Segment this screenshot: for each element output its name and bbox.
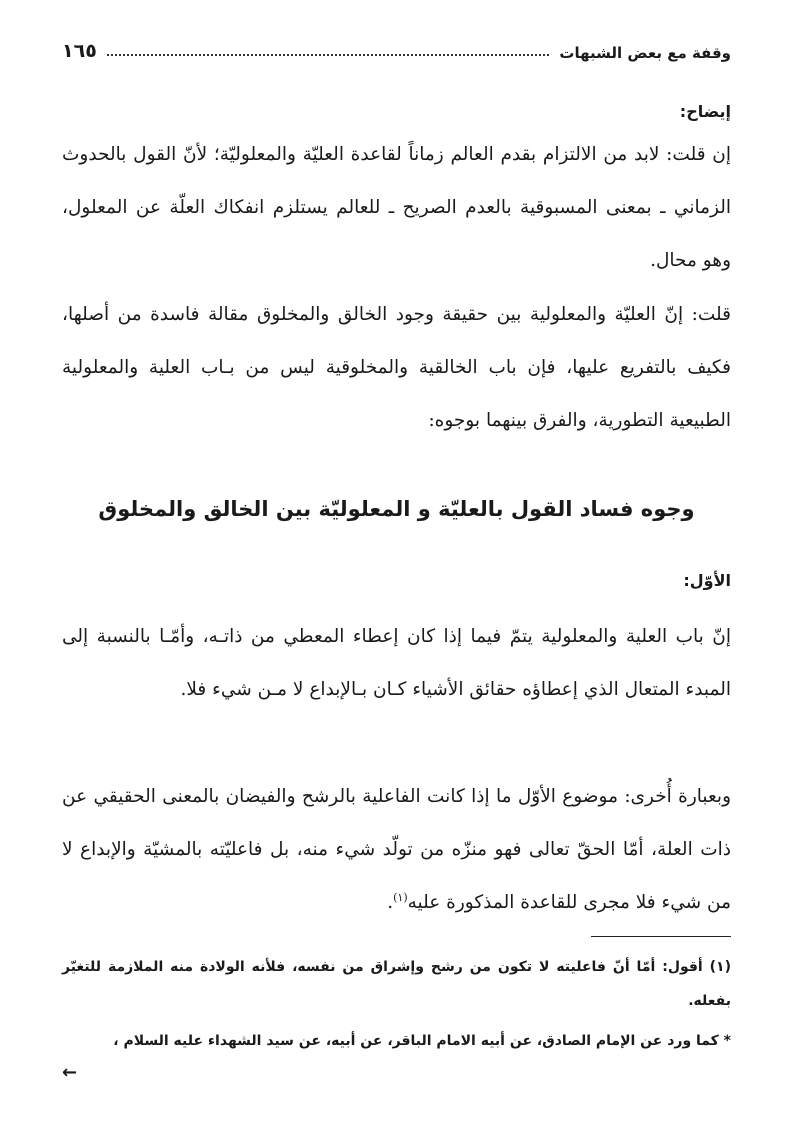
dotted-leader xyxy=(107,54,550,56)
running-title: وقفة مع بعض الشبهات xyxy=(559,44,731,62)
paragraph-other-words-text: وبعبارة أُخرى: موضوع الأوّل ما إذا كانت الفاعلية بالرشح والفيضان بالمعنى الحقيقي عن ذات العلة، أمّا الحقّ تعالى فهو منزّه من تولّد شيء منه، بل فاعليّته بالمشيّة والإبداع لا من شيء فلا مجرى للقاعدة المذكورة عليه xyxy=(62,786,731,913)
paragraph-other-words xyxy=(62,770,731,929)
paragraph-first-point: إنّ باب العلية والمعلولية يتمّ فيما إذا كان إعطاء المعطي من ذاتـه، وأمّـا بالنسبة إلى المبدء المتعال الذي إعطاؤه حقائق الأشياء كـان بـالإبداع لا مـن شيء فلا. xyxy=(62,626,731,700)
first-point-label: الأوّل: xyxy=(683,571,731,590)
paragraph-reply: قلت: إنّ العليّة والمعلولية بين حقيقة وجود الخالق والمخلوق مقالة فاسدة من أصلها، فكيف بالتفريع عليها، فإن باب الخالقية والمخلوقية ليس من بـاب العلية والمعلولية الطبيعية التطورية، والفرق بينهما بوجوه: xyxy=(62,304,731,431)
clarification-label: إيضاح: xyxy=(679,102,731,121)
footnote-2: * كما ورد عن الإمام الصادق، عن أبيه الامام الباقر، عن أبيه، عن سيد الشهداء عليه السلام ، xyxy=(113,1033,731,1049)
page-number: ١٦٥ xyxy=(62,40,97,62)
continuation-arrow-icon: ← xyxy=(62,1062,78,1083)
footnote-1: (١) أقول: أمّا أنّ فاعليته لا تكون من رشح وإشراق من نفسه، فلأنه الولادة منه الملازمة للتغيّر بفعله. xyxy=(62,959,731,1009)
footnote-reference: (١) xyxy=(393,890,408,904)
book-page xyxy=(62,0,731,1136)
running-header xyxy=(62,28,731,62)
footnote-separator xyxy=(591,936,731,937)
section-heading: وجوه فساد القول بالعليّة و المعلوليّة بين الخالق والمخلوق xyxy=(98,497,695,521)
paragraph-end-mark: . xyxy=(387,892,394,913)
paragraph-objection: إن قلت: لابد من الالتزام بقدم العالم زماناً لقاعدة العليّة والمعلوليّة؛ لأنّ القول بالحدوث الزماني ـ بمعنى المسبوقية بالعدم الصريح ـ للعالم يستلزم انفكاك العلّة عن المعلول، وهو محال. xyxy=(62,144,731,271)
